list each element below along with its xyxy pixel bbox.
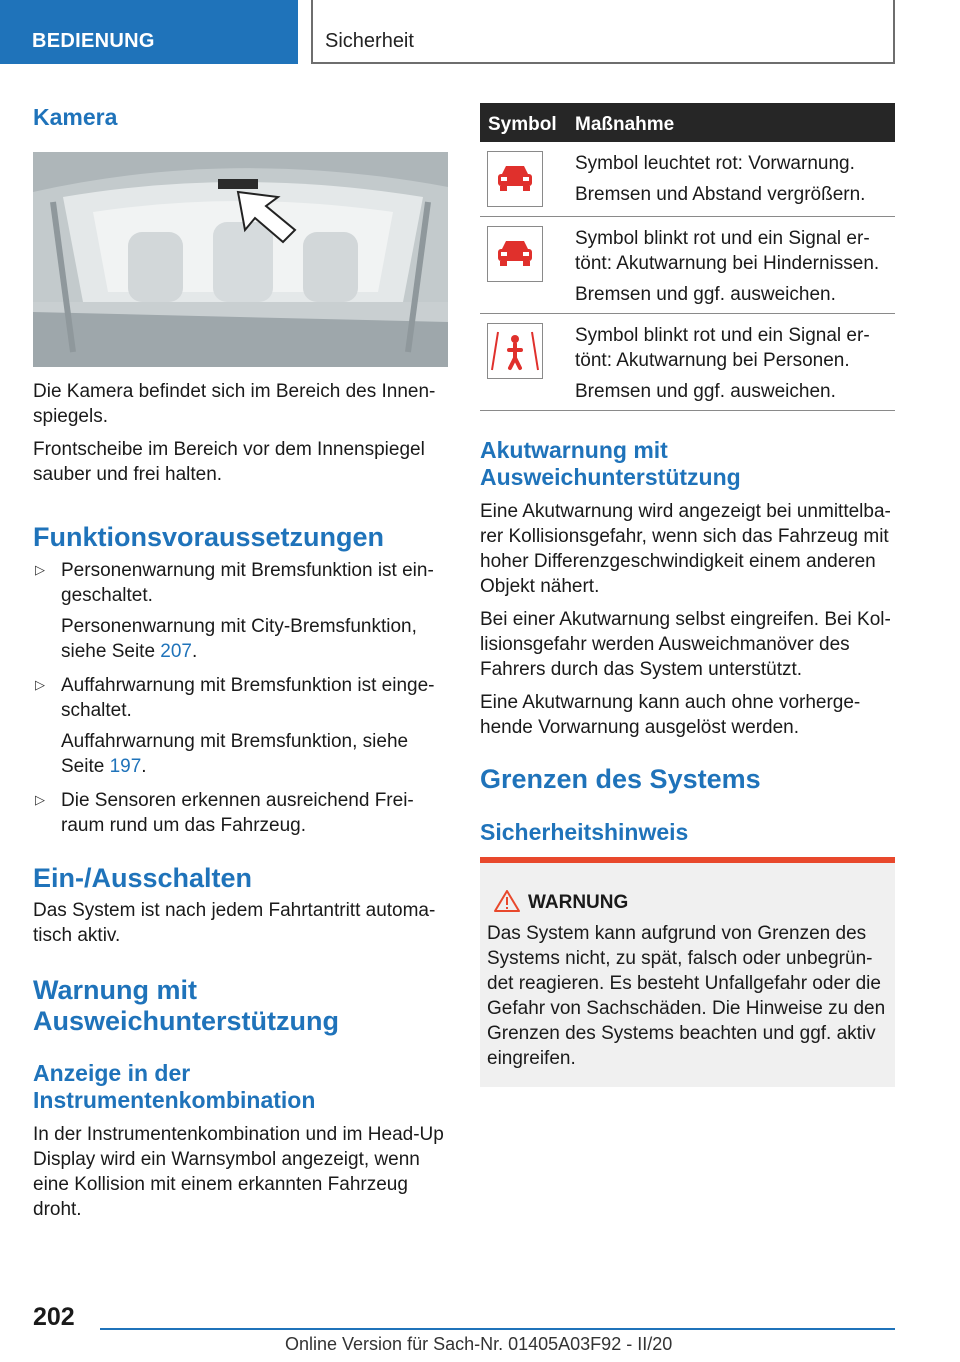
warnung-heading: Warnung mit Ausweichunterstützung	[33, 975, 340, 1036]
bullet-triangle-icon: ▷	[35, 677, 45, 692]
page-link-207[interactable]: 207	[160, 641, 192, 662]
row-text-1: Symbol leuchtet rot: Vorwarnung.	[575, 153, 855, 174]
page-number: 202	[33, 1303, 75, 1331]
anzeige-heading: Anzeige in der Instrumentenkombination	[33, 1060, 316, 1113]
header-chapter-tab	[311, 0, 895, 64]
red-car-icon	[487, 226, 543, 282]
list-item: ▷ Personenwarnung mit Bremsfunktion ist ein-geschaltet. Personenwarnung mit City-Bremsfunktion, siehe Seite 207.	[35, 560, 434, 662]
header-section-tab	[0, 0, 298, 64]
ein-ausschalten-paragraph: Das System ist nach jedem Fahrtantritt automa-tisch aktiv.	[33, 900, 436, 946]
table-row	[480, 315, 895, 411]
table-header-massnahme: Maßnahme	[575, 114, 675, 135]
row-text-2: Bremsen und ggf. ausweichen.	[575, 284, 836, 305]
bullet-triangle-icon: ▷	[35, 562, 45, 577]
sicherheitshinweis-heading: Sicherheitshinweis	[480, 819, 689, 845]
akutwarnung-paragraph-2: Bei einer Akutwarnung selbst eingreifen. Bei Kol-lisionsgefahr werden Ausweichmanöver des Fahrers durch das System unterstützt.	[480, 609, 891, 680]
bullet-triangle-icon: ▷	[35, 792, 45, 807]
header-chapter-label: Sicherheit	[325, 30, 414, 52]
akutwarnung-heading: Akutwarnung mit Ausweichunterstützung	[480, 437, 741, 490]
red-car-icon	[487, 151, 543, 207]
footer-divider	[100, 1328, 895, 1330]
camera-photo	[33, 152, 448, 367]
warning-text: Das System kann aufgrund von Grenzen des Systems nicht, zu spät, falsch oder unbegrün-det reagieren. Es besteht Unfallgefahr oder die Gefahr von Sachschäden. Die Hinweise zu den Grenzen des Systems beachten und ggf. aktiv eingreifen.	[487, 923, 886, 1069]
kamera-heading: Kamera	[33, 104, 118, 130]
row-text-2: Bremsen und Abstand vergrößern.	[575, 184, 866, 205]
table-row	[480, 218, 895, 314]
kamera-paragraph-2: Frontscheibe im Bereich vor dem Innenspiegel sauber und frei halten.	[33, 439, 425, 485]
table-row	[480, 142, 895, 217]
row-text-1: Symbol blinkt rot und ein Signal er-tönt: Akutwarnung bei Personen.	[575, 325, 870, 371]
row-text-2: Bremsen und ggf. ausweichen.	[575, 381, 836, 402]
list-item: ▷ Die Sensoren erkennen ausreichend Frei-raum rund um das Fahrzeug.	[35, 790, 414, 836]
warning-box	[480, 857, 895, 1087]
warning-triangle-icon	[494, 890, 520, 912]
list-item: ▷ Auffahrwarnung mit Bremsfunktion ist einge-schaltet. Auffahrwarnung mit Bremsfunktion, siehe Seite 197.	[35, 675, 435, 777]
red-pedestrian-icon	[487, 323, 543, 379]
warning-title: WARNUNG	[528, 892, 629, 913]
ein-ausschalten-heading: Ein-/Ausschalten	[33, 863, 253, 893]
kamera-paragraph-1: Die Kamera befindet sich im Bereich des Innen-spiegels.	[33, 381, 436, 427]
grenzen-heading: Grenzen des Systems	[480, 764, 761, 794]
akutwarnung-paragraph-3: Eine Akutwarnung kann auch ohne vorherge-hende Vorwarnung ausgelöst werden.	[480, 692, 861, 738]
table-header-symbol: Symbol	[488, 114, 557, 135]
row-text-1: Symbol blinkt rot und ein Signal er-tönt: Akutwarnung bei Hindernissen.	[575, 228, 880, 274]
akutwarnung-paragraph-1: Eine Akutwarnung wird angezeigt bei unmittelba-rer Kollisionsgefahr, wenn sich das Fahrzeug mit hoher Differenzgeschwindigkeit einem anderen Objekt nähert.	[480, 501, 891, 597]
funktionsvoraussetzungen-heading: Funktionsvoraussetzungen	[33, 522, 385, 552]
symbol-table-header	[480, 103, 895, 142]
page-link-197[interactable]: 197	[109, 756, 142, 777]
anzeige-paragraph: In der Instrumentenkombination und im Head-Up Display wird ein Warnsymbol angezeigt, wenn eine Kollision mit einem erkannten Fahrzeug droht.	[33, 1124, 444, 1220]
header-section-label: BEDIENUNG	[32, 30, 155, 52]
footer-text: Online Version für Sach-Nr. 01405A03F92 - II/20	[285, 1334, 673, 1354]
